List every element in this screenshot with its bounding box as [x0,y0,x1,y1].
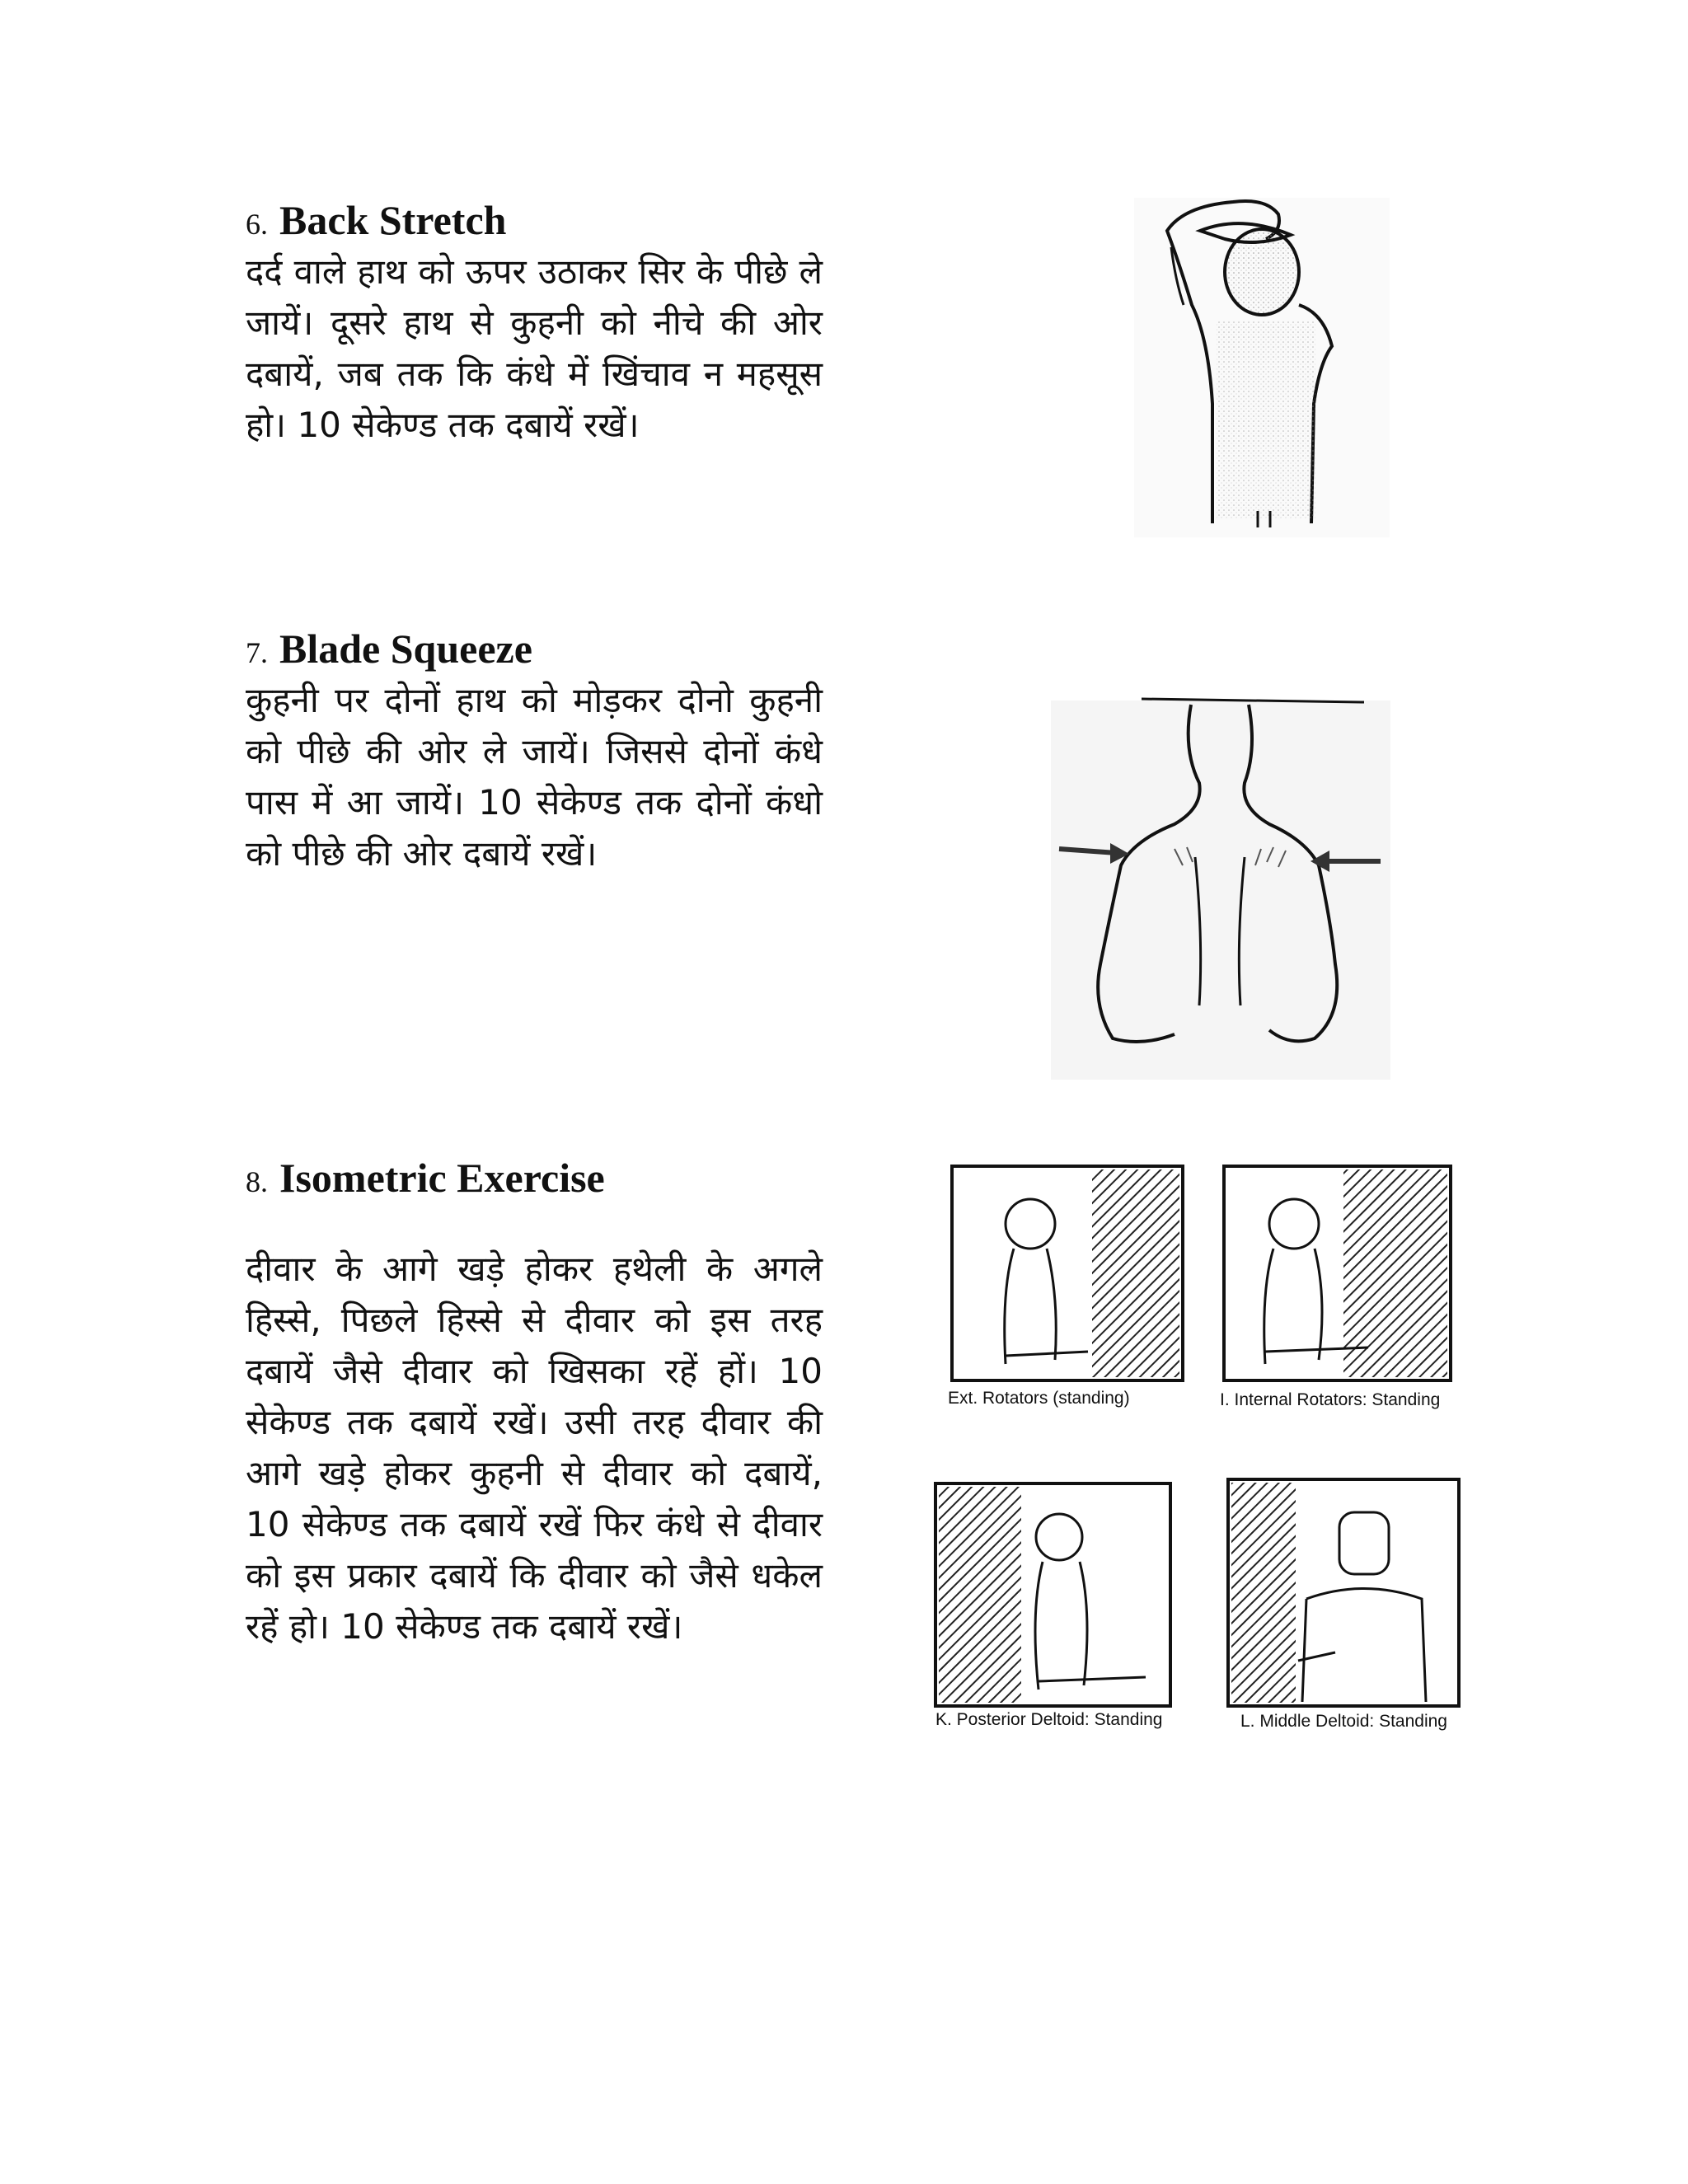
section-number: 8. [246,1165,268,1198]
isometric-exercise-illustrations [923,1150,1492,1747]
section-title: Isometric Exercise [279,1155,605,1201]
section-heading [246,198,823,243]
section-body: दर्द वाले हाथ को ऊपर उठाकर सिर के पीछे ले जायें। दूसरे हाथ से कुहनी को नीचे की ओर दबायें, जब तक कि कंधे में खिंचाव न महसूस हो। 10 सेकेण्ड तक दबायें रखें। [246,251,823,445]
panel-internal-rotators [1224,1166,1451,1380]
blade-squeeze-illustration [1051,692,1390,1080]
section-number: 7. [246,636,268,669]
section-number: 6. [246,208,268,241]
section-title: Back Stretch [279,197,507,243]
section-heading [246,1155,823,1201]
section-heading [246,626,823,672]
panel-ext-rotators [952,1166,1183,1380]
section-back-stretch [246,198,823,451]
section-body: दीवार के आगे खड़े होकर हथेली के अगले हिस्से, पिछले हिस्से से दीवार को इस तरह दबायें जैसे दीवार को खिसका रहें हों। 10 सेकेण्ड तक दबायें रखें। उसी तरह दीवार की आगे खड़े होकर कुहनी से दीवार को दबायें, 10 सेकेण्ड तक दबायें रखें फिर कंधे से दीवार को इस प्रकार दबायें कि दीवार को जैसे धकेल रहें हो। 10 सेकेण्ड तक दबायें रखें। [246,1249,823,1647]
caption-ext-rotators: Ext. Rotators (standing) [948,1389,1130,1408]
caption-posterior-deltoid: K. Posterior Deltoid: Standing [935,1710,1163,1729]
section-title: Blade Squeeze [279,626,532,672]
caption-internal-rotators: I. Internal Rotators: Standing [1220,1390,1441,1409]
caption-middle-deltoid: L. Middle Deltoid: Standing [1240,1712,1447,1731]
back-stretch-illustration [1134,198,1390,537]
section-blade-squeeze [246,626,823,879]
panel-middle-deltoid [1228,1479,1459,1706]
section-body: कुहनी पर दोनों हाथ को मोड़कर दोनो कुहनी को पीछे की ओर ले जायें। जिससे दोनों कंधे पास में आ जायें। 10 सेकेण्ड तक दोनों कंधो को पीछे की ओर दबायें रखें। [246,680,823,874]
section-isometric-exercise [246,1155,823,1652]
panel-posterior-deltoid [935,1483,1170,1706]
